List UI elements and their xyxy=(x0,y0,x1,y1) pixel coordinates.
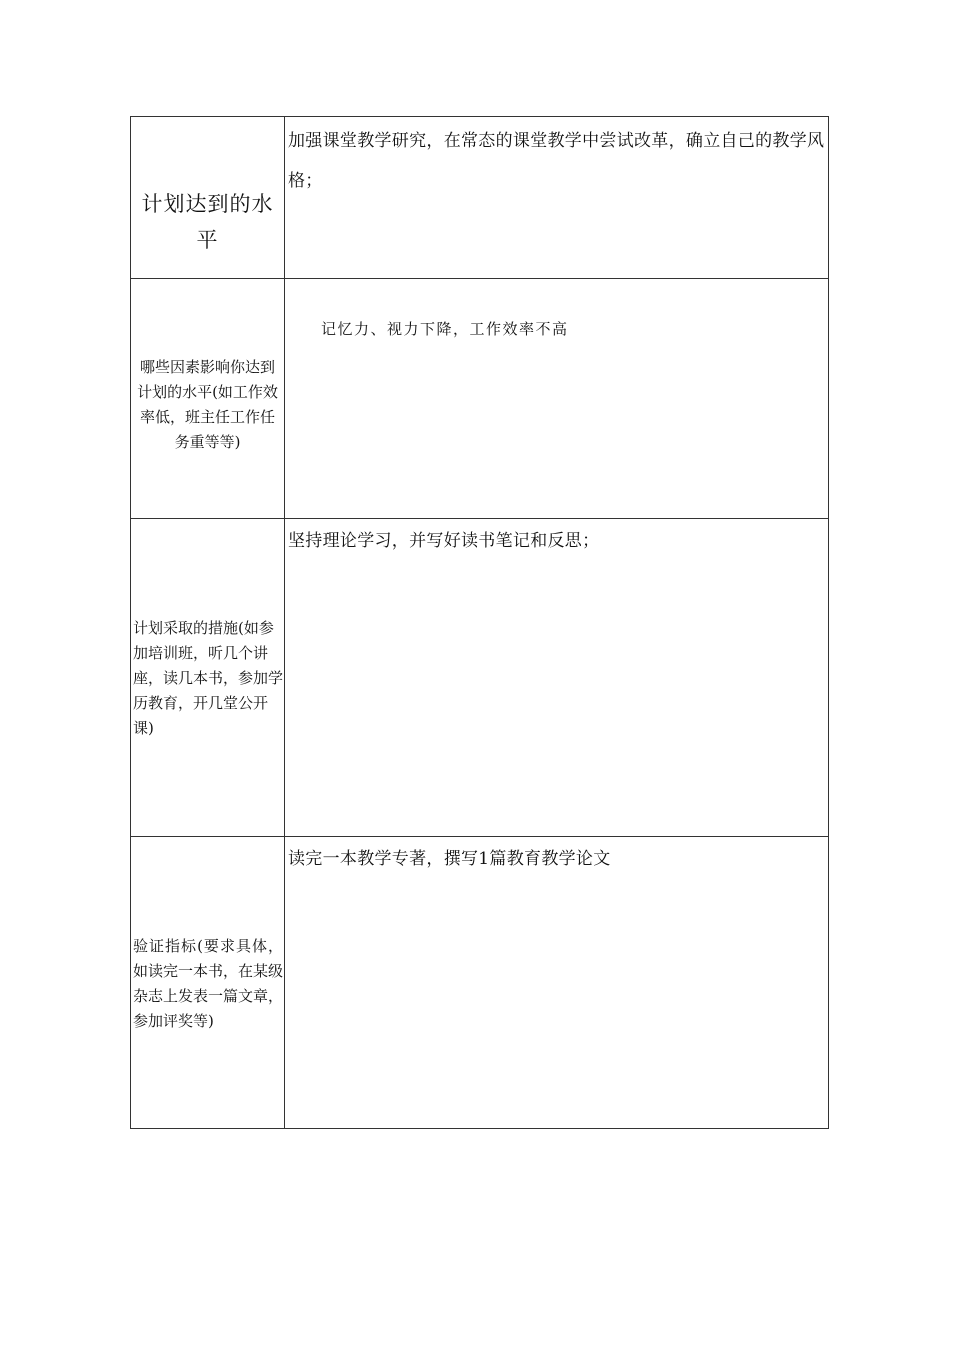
influencing-factors-content: 记忆力、视力下降，工作效率不高 xyxy=(321,320,569,338)
influencing-factors-content-cell xyxy=(285,279,829,519)
table-row xyxy=(131,519,829,837)
target-level-content: 加强课堂教学研究，在常态的课堂教学中尝试改革，确立自己的教学风格； xyxy=(288,131,825,191)
target-level-content-cell xyxy=(285,117,829,279)
influencing-factors-label: 哪些因素影响你达到计划的水平(如工作效率低，班主任工作任务重等等) xyxy=(137,357,278,451)
target-level-label: 计划达到的水平 xyxy=(141,191,274,252)
planned-measures-label: 计划采取的措施(如参加培训班，听几个讲座，读几本书，参加学历教育，开几堂公开课) xyxy=(133,619,284,737)
table-row xyxy=(131,117,829,279)
table-row xyxy=(131,279,829,519)
verification-indicators-label: 验证指标(要求具体，如读完一本书，在某级杂志上发表一篇文章，参加评奖等) xyxy=(133,936,284,1030)
plan-form-table xyxy=(130,116,829,1129)
target-level-label-cell xyxy=(131,117,285,279)
influencing-factors-label-cell xyxy=(131,279,285,519)
planned-measures-content: 坚持理论学习，并写好读书笔记和反思； xyxy=(288,531,600,551)
verification-indicators-content-cell xyxy=(285,837,829,1129)
planned-measures-content-cell xyxy=(285,519,829,837)
table-row xyxy=(131,837,829,1129)
verification-indicators-label-cell xyxy=(131,837,285,1129)
planned-measures-label-cell xyxy=(131,519,285,837)
verification-indicators-content: 读完一本教学专著，撰写1篇教育教学论文 xyxy=(288,849,611,869)
